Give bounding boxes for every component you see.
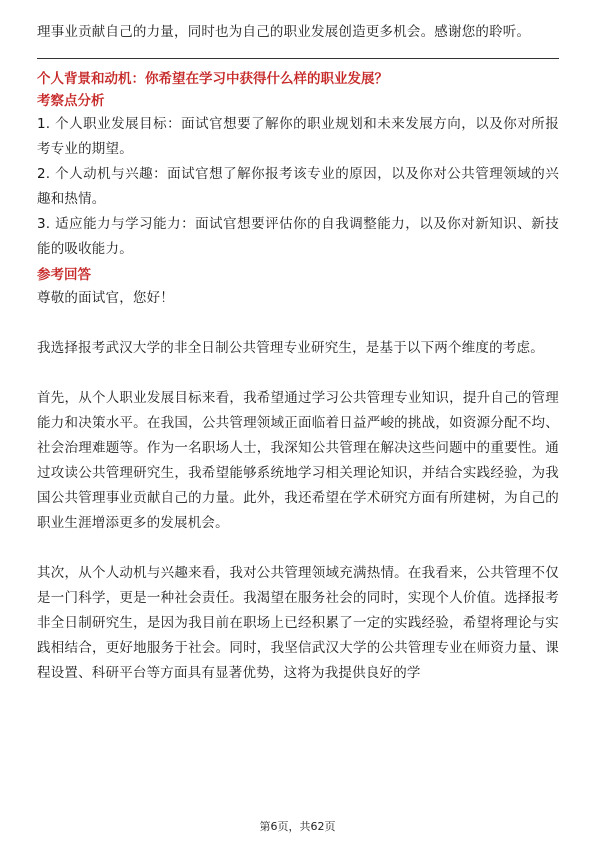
analysis-item-3: 3. 适应能力与学习能力：面试官想要评估你的自我调整能力，以及你对新知识、新技能的吸收能力。 bbox=[37, 216, 559, 257]
paragraph-gap bbox=[37, 311, 559, 336]
section-divider bbox=[37, 58, 559, 59]
analysis-item-2: 2. 个人动机与兴趣：面试官想了解你报考该专业的原因，以及你对公共管理领域的兴趣和热情。 bbox=[37, 166, 559, 207]
document-page bbox=[37, 0, 559, 686]
paragraph-gap bbox=[37, 536, 559, 561]
answer-paragraph-1: 我选择报考武汉大学的非全日制公共管理专业研究生，是基于以下两个维度的考虑。 bbox=[37, 340, 544, 356]
analysis-heading: 考察点分析 bbox=[37, 93, 105, 109]
answer-paragraph-3: 其次，从个人动机与兴趣来看，我对公共管理领域充满热情。在我看来，公共管理不仅是一门科学，更是一种社会责任。我渴望在服务社会的同时，实现个人价值。选择报考非全日制研究生，是因为我目前在职场上已经积累了一定的实践经验，希望将理论与实践相结合，更好地服务于社会。同时，我坚信武汉大学的公共管理专业在师资力量、课程设置、科研平台等方面具有显著优势，这将为我提供良好的学 bbox=[37, 565, 559, 681]
answer-greeting: 尊敬的面试官，您好！ bbox=[37, 290, 174, 306]
analysis-item-1: 1. 个人职业发展目标：面试官想要了解你的职业规划和未来发展方向，以及你对所报考专业的期望。 bbox=[37, 116, 559, 157]
previous-answer-tail: 理事业贡献自己的力量，同时也为自己的职业发展创造更多机会。感谢您的聆听。 bbox=[37, 24, 531, 40]
question-title: 个人背景和动机：你希望在学习中获得什么样的职业发展？ bbox=[37, 71, 388, 87]
page-number: 第6页，共62页 bbox=[259, 820, 336, 833]
paragraph-gap bbox=[37, 361, 559, 386]
answer-paragraph-2: 首先，从个人职业发展目标来看，我希望通过学习公共管理专业知识，提升自己的管理能力和决策水平。在我国，公共管理领域正面临着日益严峻的挑战，如资源分配不均、社会治理难题等。作为一名职场人士，我深知公共管理在解决这些问题中的重要性。通过攻读公共管理研究生，我希望能够系统地学习相关理论知识，并结合实践经验，为我国公共管理事业贡献自己的力量。此外，我还希望在学术研究方面有所建树，为自己的职业生涯增添更多的发展机会。 bbox=[37, 390, 559, 531]
answer-heading: 参考回答 bbox=[37, 267, 91, 283]
